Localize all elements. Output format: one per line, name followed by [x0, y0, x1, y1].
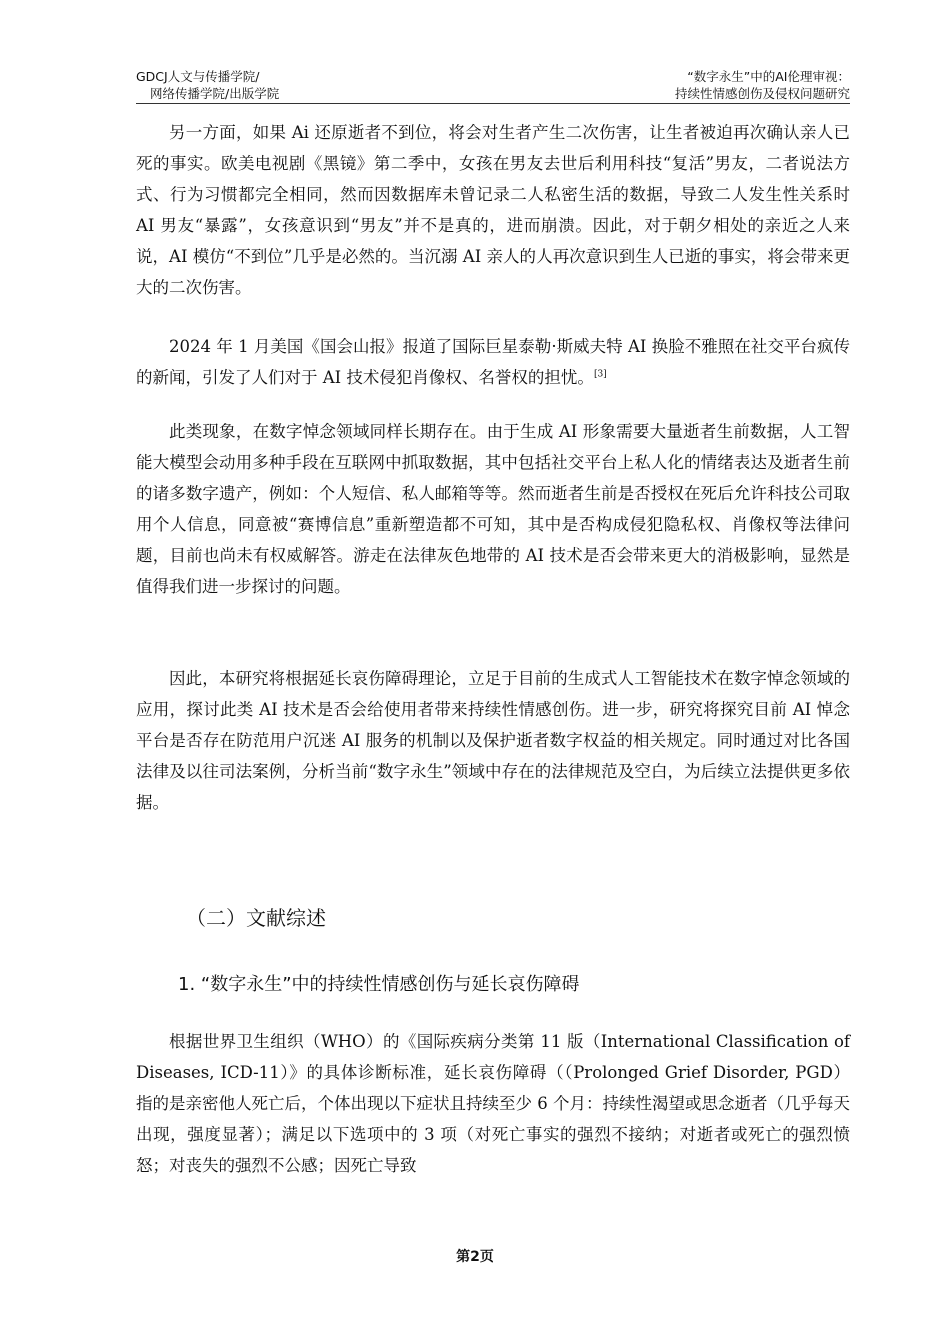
running-header-right — [675, 68, 850, 102]
header-title-line1: “数字永生”中的AI伦理审视： — [687, 69, 850, 84]
header-institution-line1: GDCJ人文与传播学院/ — [136, 69, 260, 84]
subsection-heading: 1. “数字永生”中的持续性情感创伤与延长哀伤障碍 — [178, 974, 580, 995]
paragraph-5: 根据世界卫生组织（WHO）的《国际疾病分类第 11 版（International Classification of Diseases, ICD-11）》的具体诊断标准，延长哀伤障碍（（Prolonged Grief Disorder, PGD）指的是亲密他人死亡后，个体出现以下症状且持续至少 6 个月：持续性渴望或思念逝者（几乎每天出现，强度显著）；满足以下选项中的 3 项（对死亡事实的强烈不接纳；对逝者或死亡的强烈愤怒；对丧失的强烈不公感；因死亡导致 — [136, 1032, 850, 1175]
paragraph-2-text: 2024 年 1 月美国《国会山报》报道了国际巨星泰勒·斯威夫特 AI 换脸不雅照在社交平台疯传的新闻，引发了人们对于 AI 技术侵犯肖像权、名誉权的担忧。 — [136, 337, 850, 387]
section-heading: （二）文献综述 — [186, 906, 326, 930]
header-institution-line2: 网络传播学院/出版学院 — [150, 86, 280, 101]
citation-ref: [3] — [593, 369, 607, 380]
running-header-left — [136, 68, 279, 102]
paragraph-2 — [136, 331, 850, 393]
paragraph-4: 因此，本研究将根据延长哀伤障碍理论，立足于目前的生成式人工智能技术在数字悼念领域的应用，探讨此类 AI 技术是否会给使用者带来持续性情感创伤。进一步，研究将探究目前 AI 悼念平台是否存在防范用户沉迷 AI 服务的机制以及保护逝者数字权益的相关规定。同时通过对比各国法律及以往司法案例，分析当前“数字永生”领域中存在的法律规范及空白，为后续立法提供更多依据。 — [136, 669, 850, 812]
paragraph-3: 此类现象，在数字悼念领域同样长期存在。由于生成 AI 形象需要大量逝者生前数据，人工智能大模型会动用多种手段在互联网中抓取数据，其中包括社交平台上私人化的情绪表达及逝者生前的诸多数字遗产，例如：个人短信、私人邮箱等等。然而逝者生前是否授权在死后允许科技公司取用个人信息，同意被“赛博信息”重新塑造都不可知，其中是否构成侵犯隐私权、肖像权等法律问题，目前也尚未有权威解答。游走在法律灰色地带的 AI 技术是否会带来更大的消极影响，显然是值得我们进一步探讨的问题。 — [136, 422, 850, 596]
header-title-line2: 持续性情感创伤及侵权问题研究 — [674, 86, 850, 101]
header-divider — [136, 103, 850, 104]
paragraph-1: 另一方面，如果 Ai 还原逝者不到位，将会对生者产生二次伤害，让生者被迫再次确认亲人已死的事实。欧美电视剧《黑镜》第二季中，女孩在男友去世后利用科技“复活”男友，二者说法方式、行为习惯都完全相同，然而因数据库未曾记录二人私密生活的数据，导致二人发生性关系时 AI 男友“暴露”，女孩意识到“男友”并不是真的，进而崩溃。因此，对于朝夕相处的亲近之人来说，AI 模仿“不到位”几乎是必然的。当沉溺 AI 亲人的人再次意识到生人已逝的事实，将会带来更大的二次伤害。 — [136, 123, 850, 297]
page-number: 第2页 — [456, 1249, 494, 1265]
